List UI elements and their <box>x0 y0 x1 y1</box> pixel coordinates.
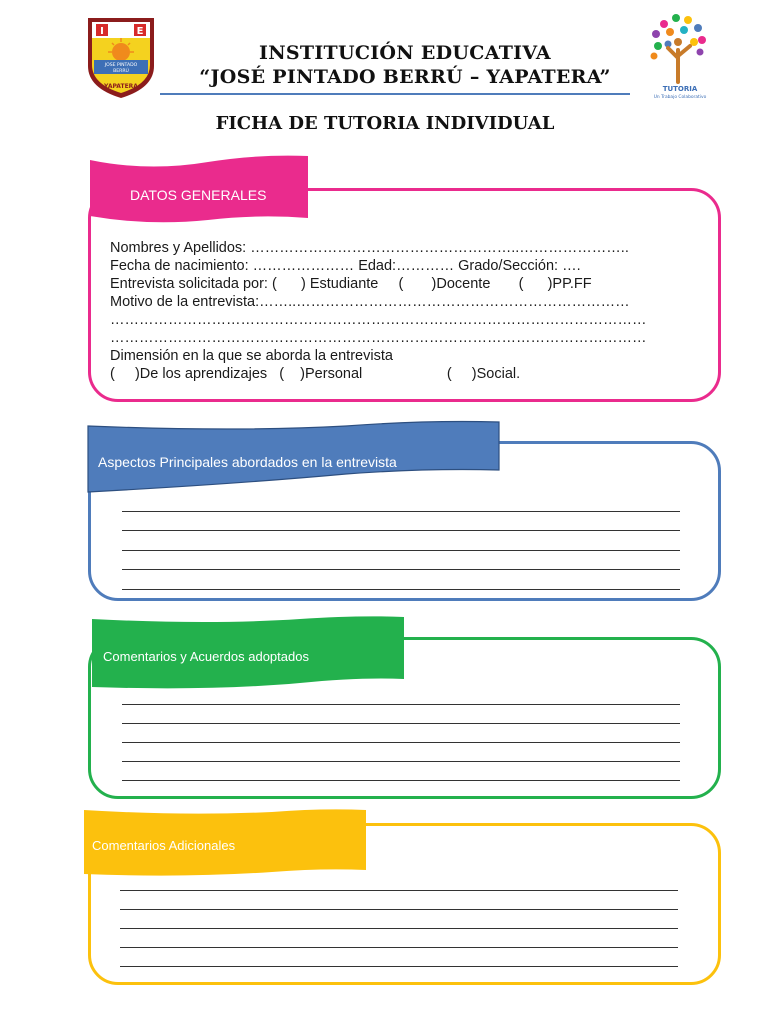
answer-line[interactable] <box>122 511 680 512</box>
answer-line[interactable] <box>120 966 678 967</box>
datos-generales-label: DATOS GENERALES <box>130 187 267 203</box>
adicionales-ribbon <box>82 808 368 876</box>
field-fecha-edad-grado[interactable]: Fecha de nacimiento: ………………… Edad:………… Grado/Sección: …. <box>110 258 581 274</box>
answer-line[interactable] <box>122 761 680 762</box>
answer-line[interactable] <box>122 550 680 551</box>
svg-text:I: I <box>100 26 104 37</box>
document-title: FICHA DE TUTORIA INDIVIDUAL <box>215 113 555 134</box>
answer-line[interactable] <box>120 909 678 910</box>
field-nombres[interactable]: Nombres y Apellidos: ………………………………………………..………………….. <box>110 240 629 256</box>
answer-line[interactable] <box>122 723 680 724</box>
field-entrevista-solicitada[interactable]: Entrevista solicitada por: ( ) Estudiante ( )Docente ( )PP.FF <box>110 276 592 292</box>
answer-line[interactable] <box>120 890 678 891</box>
svg-text:E: E <box>136 26 144 37</box>
svg-text:YAPATERA: YAPATERA <box>104 83 138 90</box>
svg-text:TUTORIA: TUTORIA <box>662 85 698 93</box>
svg-text:BERRÚ: BERRÚ <box>113 69 129 74</box>
field-motivo-cont-1[interactable]: ………………………………………………………………………………………………… <box>110 312 647 328</box>
dimension-options[interactable]: ( )De los aprendizajes ( )Personal ( )Social. <box>110 366 521 382</box>
answer-line[interactable] <box>122 530 680 531</box>
answer-line[interactable] <box>122 704 680 705</box>
answer-line[interactable] <box>122 742 680 743</box>
adicionales-label: Comentarios Adicionales <box>92 838 236 853</box>
tutoria-tree-logo <box>644 12 716 102</box>
institution-name-line2: “JOSÉ PINTADO BERRÚ – YAPATERA” <box>199 66 611 88</box>
institution-name-line1: INSTITUCIÓN EDUCATIVA <box>259 42 551 64</box>
answer-line[interactable] <box>120 947 678 948</box>
aspectos-label: Aspectos Principales abordados en la entrevista <box>98 454 397 470</box>
field-motivo[interactable]: Motivo de la entrevista:……..…………………………………………………………… <box>110 294 630 310</box>
svg-text:Un Trabajo Colaborativo: Un Trabajo Colaborativo <box>653 95 707 100</box>
answer-line[interactable] <box>122 589 680 590</box>
datos-generales-ribbon <box>88 152 310 224</box>
answer-line[interactable] <box>120 928 678 929</box>
comentarios-label: Comentarios y Acuerdos adoptados <box>103 649 309 664</box>
school-crest-logo <box>86 16 156 100</box>
answer-line[interactable] <box>122 780 680 781</box>
header-divider <box>160 93 630 95</box>
svg-text:JOSE PINTADO: JOSE PINTADO <box>104 63 138 68</box>
answer-line[interactable] <box>122 569 680 570</box>
comentarios-ribbon <box>90 613 406 691</box>
dimension-heading: Dimensión en la que se aborda la entrevista <box>110 348 393 364</box>
aspectos-ribbon <box>86 418 501 496</box>
field-motivo-cont-2[interactable]: ………………………………………………………………………………………………… <box>110 330 647 346</box>
